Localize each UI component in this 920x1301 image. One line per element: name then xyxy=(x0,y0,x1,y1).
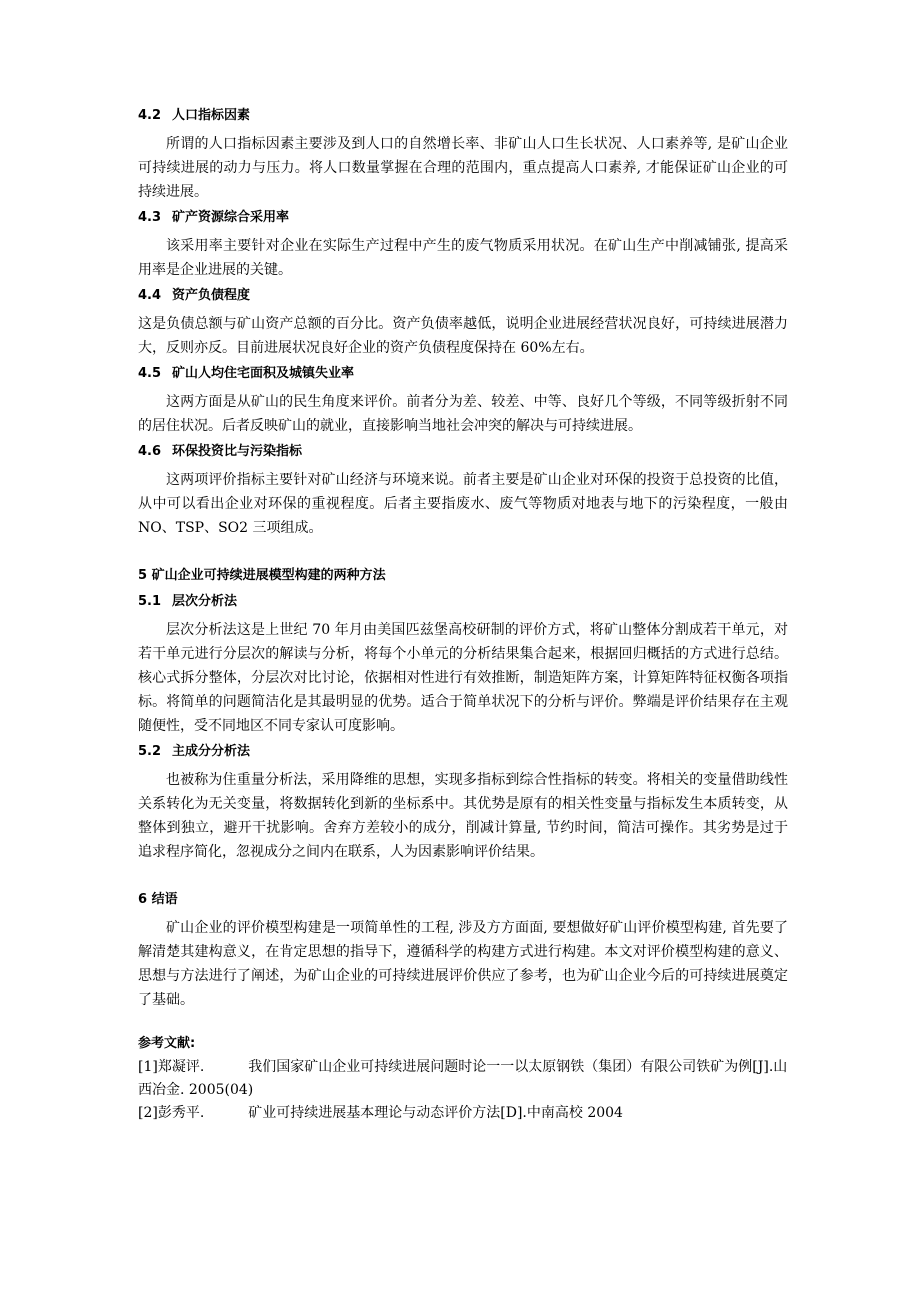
heading-4-5: 4.5 矿山人均住宅面积及城镇失业率 xyxy=(138,366,355,381)
heading-4-2: 4.2 人口指标因素 xyxy=(138,108,251,123)
heading-4-3: 4.3 矿产资源综合采用率 xyxy=(138,210,290,225)
heading-4-6: 4.6 环保投资比与污染指标 xyxy=(138,444,303,459)
heading-5: 5 矿山企业可持续进展模型构建的两种方法 xyxy=(138,568,386,583)
references-title: 参考文献: xyxy=(138,1036,196,1051)
document-page xyxy=(138,106,788,1125)
heading-4-4: 4.4 资产负债程度 xyxy=(138,288,251,303)
paragraph-5-2: 也被称为住重量分析法，采用降维的思想，实现多指标到综合性指标的转变。将相关的变量借助线性关系转化为无关变量，将数据转化到新的坐标系中。其优势是原有的相关性变量与指标发生本质转变，从整体到独立，避开干扰影响。舍弃方差较小的成分，削减计算量, 节约时间，简洁可操作。其劣势是过于追求程序简化，忽视成分之间内在联系，人为因素影响评价结果。 xyxy=(138,772,788,860)
paragraph-5-1: 层次分析法这是上世纪 70 年月由美国匹兹堡高校研制的评价方式，将矿山整体分割成若干单元，对若干单元进行分层次的解读与分析，将每个小单元的分析结果集合起来，根据回归概括的方式进行总结。核心式拆分整体，分层次对比讨论，依据相对性进行有效推断，制造矩阵方案，计算矩阵特征权衡各项指标。将简单的问题简洁化是其最明显的优势。适合于简单状况下的分析与评价。弊端是评价结果存在主观随便性，受不同地区不同专家认可度影响。 xyxy=(138,622,788,734)
heading-5-1: 5.1 层次分析法 xyxy=(138,594,238,609)
paragraph-4-2: 所谓的人口指标因素主要涉及到人口的自然增长率、非矿山人口生长状况、人口素养等, 是矿山企业可持续进展的动力与压力。将人口数量掌握在合理的范围内，重点提高人口素养, 才能保证矿山企业的可持续进展。 xyxy=(138,136,788,200)
paragraph-4-4: 这是负债总额与矿山资产总额的百分比。资产负债率越低，说明企业进展经营状况良好，可持续进展潜力大，反则亦反。目前进展状况良好企业的资产负债程度保持在 60%左右。 xyxy=(138,316,788,356)
paragraph-4-6: 这两项评价指标主要针对矿山经济与环境来说。前者主要是矿山企业对环保的投资于总投资的比值，从中可以看出企业对环保的重视程度。后者主要指废水、废气等物质对地表与地下的污染程度，一般由 NO、TSP、SO2 三项组成。 xyxy=(138,472,788,536)
reference-2: [2]彭秀平. 矿业可持续进展基本理论与动态评价方法[D].中南高校 2004 xyxy=(138,1105,623,1121)
paragraph-4-5: 这两方面是从矿山的民生角度来评价。前者分为差、较差、中等、良好几个等级，不同等级折射不同的居住状况。后者反映矿山的就业，直接影响当地社会冲突的解决与可持续进展。 xyxy=(138,394,788,434)
paragraph-4-3: 该采用率主要针对企业在实际生产过程中产生的废气物质采用状况。在矿山生产中削减铺张, 提高采用率是企业进展的关键。 xyxy=(138,238,788,278)
reference-1: [1]郑凝评. 我们国家矿山企业可持续进展问题时论一一以太原钢铁（集团）有限公司铁矿为例[J].山西冶金. 2005(04) xyxy=(138,1059,788,1098)
heading-5-2: 5.2 主成分分析法 xyxy=(138,744,251,759)
paragraph-6: 矿山企业的评价模型构建是一项简单性的工程, 涉及方方面面, 要想做好矿山评价模型构建, 首先要了解清楚其建构意义，在肯定思想的指导下，遵循科学的构建方式进行构建。本文对评价模型构建的意义、思想与方法进行了阐述，为矿山企业的可持续进展评价供应了参考，也为矿山企业今后的可持续进展奠定了基础。 xyxy=(138,920,788,1008)
heading-6: 6 结语 xyxy=(138,892,178,907)
